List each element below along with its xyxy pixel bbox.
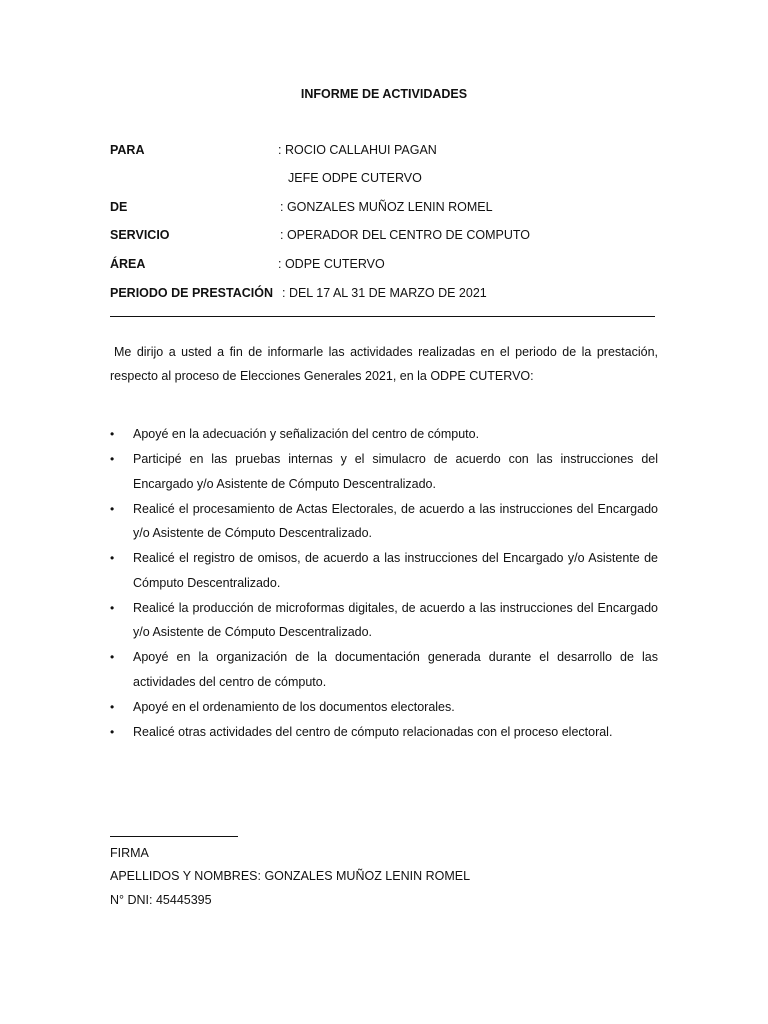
signature-label: FIRMA [110,846,149,860]
para-value: : ROCIO CALLAHUI PAGAN [278,143,437,157]
list-item [110,695,658,720]
list-item [110,447,658,496]
list-item [110,720,658,745]
periodo-label: PERIODO DE PRESTACIÓN [110,286,273,300]
activity-text: Apoyé en la adecuación y señalización del centro de cómputo. [133,427,480,441]
activities-list [110,422,658,745]
area-value: : ODPE CUTERVO [278,257,385,271]
list-item [110,422,658,447]
bullet-icon: • [110,699,115,714]
bullet-icon: • [110,551,115,565]
area-label: ÁREA [110,257,146,271]
de-label: DE [110,200,128,214]
header-separator-line [110,316,655,317]
bullet-icon: • [110,650,115,664]
list-item [110,596,658,645]
signer-name: APELLIDOS Y NOMBRES: GONZALES MUÑOZ LENIN ROMEL [110,869,471,883]
para-label: PARA [110,143,145,157]
bullet-icon: • [110,427,115,441]
intro-paragraph: Me dirijo a usted a fin de informarle las actividades realizadas en el periodo de la prestación, respecto al proceso de Elecciones Generales 2021, en la ODPE CUTERVO: [110,345,658,383]
para-cargo-value: JEFE ODPE CUTERVO [288,171,422,185]
signature-line [110,836,238,837]
activity-text: Realicé el registro de omisos, de acuerdo a las instrucciones del Encargado y/o Asistente de Cómputo Descentralizado. [133,551,658,590]
list-item [110,546,658,595]
activity-text: Realicé otras actividades del centro de cómputo relacionadas con el proceso electoral. [133,724,613,739]
periodo-value: : DEL 17 AL 31 DE MARZO DE 2021 [282,286,487,300]
list-item [110,497,658,546]
bullet-icon: • [110,501,115,516]
activity-text: Realicé la producción de microformas digitales, de acuerdo a las instrucciones del Encargado y/o Asistente de Cómputo Descentralizado. [133,600,658,639]
bullet-icon: • [110,452,115,466]
bullet-icon: • [110,724,115,739]
list-item [110,645,658,694]
servicio-value: : OPERADOR DEL CENTRO DE COMPUTO [280,228,531,242]
activity-text: Realicé el procesamiento de Actas Electorales, de acuerdo a las instrucciones del Encargado y/o Asistente de Cómputo Descentralizado. [133,501,658,540]
servicio-label: SERVICIO [110,228,170,242]
signer-dni: N° DNI: 45445395 [110,893,212,907]
activity-text: Apoyé en la organización de la documentación generada durante el desarrollo de las actividades del centro de cómputo. [133,650,658,689]
de-value: : GONZALES MUÑOZ LENIN ROMEL [280,200,493,214]
document-title: INFORME DE ACTIVIDADES [300,87,468,101]
bullet-icon: • [110,600,115,615]
activity-text: Participé en las pruebas internas y el simulacro de acuerdo con las instrucciones del Encargado y/o Asistente de Cómputo Descentralizado. [133,452,658,491]
activity-text: Apoyé en el ordenamiento de los documentos electorales. [133,699,455,714]
